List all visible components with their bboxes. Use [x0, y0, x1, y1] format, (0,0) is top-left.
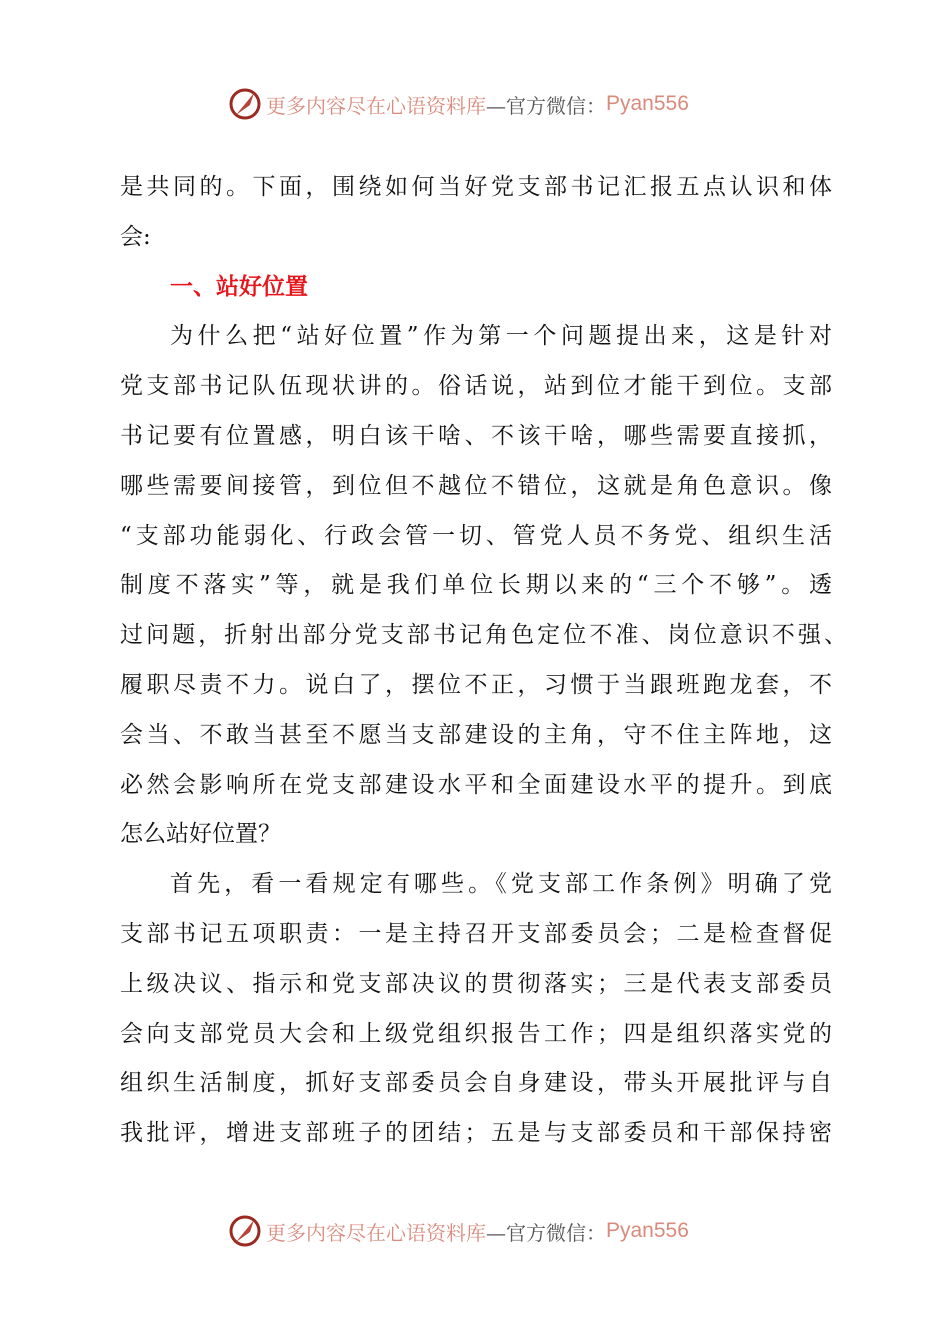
- text-line: 会当、不敢当甚至不愿当支部建设的主角，守不住主阵地，这: [120, 721, 832, 748]
- text-line: “支部功能弱化、行政会管一切、管党人员不务党、组织生活: [120, 522, 832, 549]
- text-line: 会向支部党员大会和上级党组织报告工作；四是组织落实党的: [120, 1020, 832, 1047]
- watermark-text-2: —官方微信：: [486, 93, 606, 118]
- watermark-text-2: —官方微信：: [486, 1220, 606, 1245]
- watermark-header: [228, 86, 689, 122]
- section-heading: 一、站好位置: [170, 273, 308, 300]
- text-line: 党支部书记队伍现状讲的。俗话说，站到位才能干到位。支部: [120, 373, 832, 400]
- text-line: 支部书记五项职责：一是主持召开支部委员会；二是检查督促: [120, 920, 832, 947]
- quill-logo-icon: [228, 1214, 262, 1248]
- text-line: 过问题，折射出部分党支部书记角色定位不准、岗位意识不强、: [120, 622, 847, 649]
- text-line: 上级决议、指示和党支部决议的贯彻落实；三是代表支部委员: [120, 970, 832, 997]
- text-line: 我批评，增进支部班子的团结；五是与支部委员和干部保持密: [120, 1120, 832, 1147]
- text-line: 为什么把“站好位置”作为第一个问题提出来，这是针对: [170, 323, 832, 350]
- text-line: 履职尽责不力。说白了，摆位不正，习惯于当跟班跑龙套，不: [120, 671, 832, 698]
- text-line: 组织生活制度，抓好支部委员会自身建设，带头开展批评与自: [120, 1070, 832, 1097]
- text-line: 制度不落实”等，就是我们单位长期以来的“三个不够”。透: [120, 572, 832, 599]
- body-text: [120, 163, 847, 1159]
- watermark-text-1: 更多内容尽在心语资料库: [266, 1220, 486, 1245]
- text-line: 会:: [120, 223, 151, 250]
- quill-logo-icon: [228, 87, 262, 121]
- watermark-text-3: Pyan556: [606, 1219, 689, 1242]
- text-line: 是共同的。下面，围绕如何当好党支部书记汇报五点认识和体: [120, 174, 832, 200]
- text-line: 怎么站好位置？: [120, 821, 281, 848]
- watermark-text-1: 更多内容尽在心语资料库: [266, 93, 486, 118]
- text-line: 哪些需要间接管，到位但不越位不错位，这就是角色意识。像: [120, 472, 832, 499]
- watermark-footer: [228, 1213, 689, 1249]
- text-line: 书记要有位置感，明白该干啥、不该干啥，哪些需要直接抓，: [120, 422, 832, 449]
- text-line: 首先，看一看规定有哪些。《党支部工作条例》明确了党: [170, 871, 832, 898]
- text-line: 必然会影响所在党支部建设水平和全面建设水平的提升。到底: [120, 771, 832, 798]
- watermark-text-3: Pyan556: [606, 92, 689, 115]
